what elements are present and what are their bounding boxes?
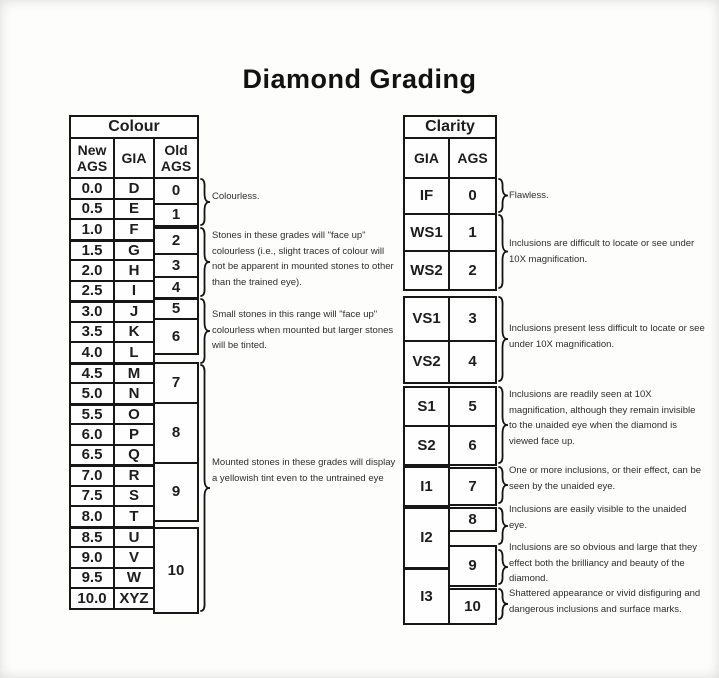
colour-annotation: Small stones in this range will "face up" colourless when mounted but larger stones will be tinted.: [212, 309, 394, 351]
clarity-col-header-gia: GIA: [403, 137, 450, 179]
colour-gia-cell: K: [113, 321, 155, 344]
colour-new-ags-cell: 2.5: [69, 280, 115, 303]
clarity-annotation: Shattered appearance or vivid disfiguring and dangerous inclusions and surface marks.: [509, 588, 701, 615]
colour-old-ags-cell: 8: [153, 402, 199, 464]
clarity-gia-cell: I1: [403, 466, 450, 507]
colour-new-ags-cell: 6.0: [69, 423, 115, 446]
colour-new-ags-cell: 1.5: [69, 239, 115, 262]
clarity-annotation: Inclusions are so obvious and large that they effect both the brilliancy and beauty of the diamond.: [509, 542, 698, 584]
clarity-gia-cell: S2: [403, 425, 450, 466]
colour-new-ags-cell: 9.0: [69, 546, 115, 569]
colour-gia-cell: J: [113, 300, 155, 323]
colour-new-ags-cell: 8.5: [69, 526, 115, 549]
colour-gia-cell: P: [113, 423, 155, 446]
colour-new-ags-cell: 1.0: [69, 218, 115, 241]
colour-gia-cell: I: [113, 280, 155, 303]
colour-old-ags-cell: 2: [153, 227, 199, 255]
clarity-ags-cell: 6: [448, 425, 497, 466]
colour-old-ags-cell: 10: [153, 527, 199, 614]
page-title: Diamond Grading: [242, 64, 477, 94]
colour-new-ags-cell: 10.0: [69, 587, 115, 610]
colour-new-ags-cell: 5.0: [69, 382, 115, 405]
colour-gia-cell: O: [113, 403, 155, 426]
clarity-gia-cell: VS2: [403, 340, 450, 384]
colour-old-ags-cell: 3: [153, 253, 199, 278]
colour-gia-cell: W: [113, 567, 155, 590]
colour-new-ags-cell: 6.5: [69, 444, 115, 467]
colour-new-ags-cell: 2.0: [69, 259, 115, 282]
clarity-ags-cell: 1: [448, 213, 497, 252]
colour-gia-cell: U: [113, 526, 155, 549]
colour-annotation: Stones in these grades will "face up" colourless (i.e., slight traces of colour will not be apparent in mounted stones to other than the trained eye).: [212, 230, 394, 288]
clarity-gia-cell: IF: [403, 177, 450, 215]
colour-old-ags-cell: 5: [153, 298, 199, 320]
clarity-ags-cell: 8: [448, 507, 497, 532]
colour-new-ags-cell: 4.0: [69, 341, 115, 364]
colour-gia-cell: T: [113, 505, 155, 528]
clarity-ags-cell: 10: [448, 588, 497, 625]
colour-gia-cell: H: [113, 259, 155, 282]
colour-new-ags-cell: 8.0: [69, 505, 115, 528]
colour-new-ags-cell: 0.5: [69, 198, 115, 221]
clarity-gia-cell: I3: [403, 568, 450, 625]
colour-gia-cell: R: [113, 464, 155, 487]
colour-new-ags-cell: 5.5: [69, 403, 115, 426]
clarity-annotation: Inclusions present less difficult to locate or see under 10X magnification.: [509, 323, 705, 350]
clarity-annotation: Inclusions are easily visible to the unaided eye.: [509, 504, 687, 531]
clarity-gia-cell: WS2: [403, 250, 450, 291]
clarity-ags-cell: 5: [448, 386, 497, 427]
colour-old-ags-cell: 1: [153, 203, 199, 227]
colour-col-header-old-ags: Old AGS: [153, 137, 199, 179]
clarity-annotation: One or more inclusions, or their effect, can be seen by the unaided eye.: [509, 465, 702, 492]
colour-new-ags-cell: 7.0: [69, 464, 115, 487]
colour-gia-cell: M: [113, 362, 155, 385]
clarity-gia-cell: WS1: [403, 213, 450, 252]
clarity-ags-cell: 2: [448, 250, 497, 291]
brace-icon: [199, 364, 213, 612]
clarity-gia-cell: VS1: [403, 296, 450, 342]
clarity-ags-cell: 4: [448, 340, 497, 384]
colour-old-ags-cell: 4: [153, 276, 199, 299]
colour-new-ags-cell: 9.5: [69, 567, 115, 590]
clarity-gia-cell: S1: [403, 386, 450, 427]
colour-annotation: Colourless.: [212, 191, 260, 202]
clarity-annotation: Inclusions are difficult to locate or see under 10X magnification.: [509, 238, 695, 265]
colour-gia-cell: L: [113, 341, 155, 364]
colour-gia-cell: Q: [113, 444, 155, 467]
colour-col-header-new-ags: New AGS: [69, 137, 115, 179]
clarity-col-header-ags: AGS: [448, 137, 497, 179]
clarity-ags-cell: 3: [448, 296, 497, 342]
clarity-gia-cell: I2: [403, 507, 450, 569]
colour-gia-cell: G: [113, 239, 155, 262]
colour-gia-cell: V: [113, 546, 155, 569]
clarity-ags-cell: 0: [448, 177, 497, 215]
colour-gia-cell: XYZ: [113, 587, 155, 610]
colour-new-ags-cell: 4.5: [69, 362, 115, 385]
clarity-table-title: Clarity: [403, 115, 497, 139]
colour-new-ags-cell: 0.0: [69, 177, 115, 200]
brace-icon: [199, 298, 213, 364]
colour-old-ags-cell: 9: [153, 462, 199, 522]
colour-new-ags-cell: 3.5: [69, 321, 115, 344]
clarity-ags-cell: 7: [448, 467, 497, 506]
colour-col-header-gia: GIA: [113, 137, 155, 179]
clarity-ags-cell: 9: [448, 545, 497, 587]
colour-gia-cell: D: [113, 177, 155, 200]
colour-gia-cell: F: [113, 218, 155, 241]
colour-table-title: Colour: [69, 115, 199, 139]
colour-new-ags-cell: 3.0: [69, 300, 115, 323]
colour-new-ags-cell: 7.5: [69, 485, 115, 508]
brace-icon: [199, 178, 213, 226]
colour-old-ags-cell: 6: [153, 318, 199, 355]
colour-annotation: Mounted stones in these grades will display a yellowish tint even to the untrained eye: [212, 457, 396, 484]
colour-old-ags-cell: 7: [153, 362, 199, 404]
colour-gia-cell: E: [113, 198, 155, 221]
clarity-annotation: Flawless.: [509, 190, 549, 201]
colour-gia-cell: N: [113, 382, 155, 405]
brace-icon: [199, 227, 213, 297]
colour-gia-cell: S: [113, 485, 155, 508]
clarity-annotation: Inclusions are readily seen at 10X magnification, although they remain invisible to the unaided eye when the diamond is viewed face up.: [509, 389, 696, 447]
colour-old-ags-cell: 0: [153, 177, 199, 205]
